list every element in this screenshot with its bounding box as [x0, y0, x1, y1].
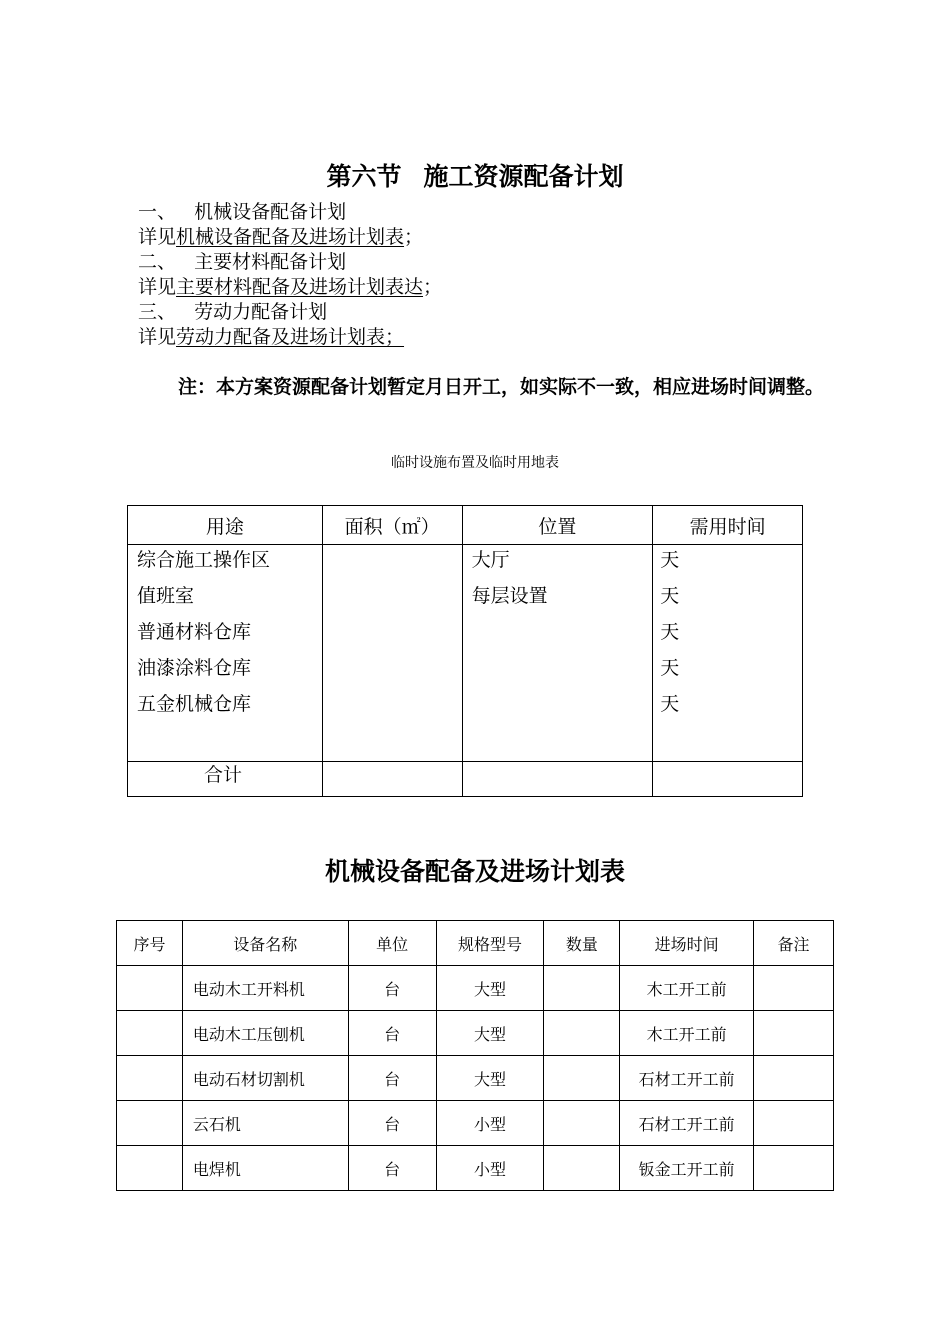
row-entry-time: 石材工开工前	[620, 1056, 754, 1101]
header-location: 位置	[462, 506, 653, 545]
row-qty	[544, 1011, 620, 1056]
row-qty	[544, 1146, 620, 1191]
equipment-plan-table	[116, 920, 834, 1191]
item-3-heading	[138, 300, 327, 325]
item-2-suffix: ；	[423, 276, 443, 298]
row-spec: 大型	[436, 966, 544, 1011]
header-area: 面积（㎡）	[322, 506, 462, 545]
row-spec: 小型	[436, 1146, 544, 1191]
item-1-link[interactable]: 机械设备配备及进场计划表	[176, 226, 405, 248]
header-time-needed: 需用时间	[653, 506, 803, 545]
note-paragraph: 注：本方案资源配备计划暂定月日开工，如实际不一致，相应进场时间调整。	[178, 376, 825, 398]
item-1-title: 机械设备配备计划	[194, 201, 347, 223]
item-3-title: 劳动力配备计划	[194, 301, 328, 323]
table-row	[117, 1056, 834, 1101]
row-remark	[754, 966, 834, 1011]
time-item: 天	[660, 549, 680, 571]
header-no: 序号	[117, 921, 183, 966]
header-qty: 数量	[544, 921, 620, 966]
row-entry-time: 石材工开工前	[620, 1101, 754, 1146]
item-1-detail	[138, 225, 423, 250]
location-item: 每层设置	[471, 585, 548, 607]
table1-total-row	[128, 762, 803, 797]
row-entry-time: 木工开工前	[620, 966, 754, 1011]
item-2-link[interactable]: 主要材料配备及进场计划表达	[176, 276, 424, 298]
row-unit: 台	[348, 1056, 436, 1101]
row-unit: 台	[348, 1101, 436, 1146]
row-name: 电动石材切割机	[182, 1056, 348, 1101]
item-2-heading	[138, 250, 346, 275]
time-item: 天	[660, 585, 680, 607]
row-spec: 大型	[436, 1056, 544, 1101]
row-unit: 台	[348, 1146, 436, 1191]
row-no	[117, 1056, 183, 1101]
total-time	[653, 762, 803, 797]
row-no	[117, 1101, 183, 1146]
temporary-facilities-table	[127, 505, 803, 797]
table1-body-row	[128, 545, 803, 762]
table-row	[117, 966, 834, 1011]
table-row	[117, 1146, 834, 1191]
table1-caption: 临时设施布置及临时用地表	[391, 455, 559, 471]
header-spec: 规格型号	[436, 921, 544, 966]
item-2-title: 主要材料配备计划	[194, 251, 347, 273]
row-name: 电焊机	[182, 1146, 348, 1191]
purpose-item: 油漆涂料仓库	[137, 657, 252, 679]
section-name: 施工资源配备计划	[423, 162, 624, 191]
row-remark	[754, 1011, 834, 1056]
header-entry-time: 进场时间	[620, 921, 754, 966]
item-3-number: 三、	[138, 301, 177, 323]
row-no	[117, 1146, 183, 1191]
item-1-prefix: 详见	[138, 226, 177, 248]
purpose-item: 普通材料仓库	[137, 621, 252, 643]
item-3-prefix: 详见	[138, 326, 177, 348]
row-spec: 小型	[436, 1101, 544, 1146]
total-area	[322, 762, 462, 797]
item-3-detail	[138, 325, 404, 350]
item-1-number: 一、	[138, 201, 177, 223]
header-name: 设备名称	[182, 921, 348, 966]
item-1-suffix: ；	[404, 226, 424, 248]
row-name: 电动木工开料机	[182, 966, 348, 1011]
section-number: 第六节	[326, 162, 402, 191]
row-no	[117, 966, 183, 1011]
row-unit: 台	[348, 1011, 436, 1056]
total-label: 合计	[128, 762, 323, 797]
row-remark	[754, 1056, 834, 1101]
row-name: 电动木工压刨机	[182, 1011, 348, 1056]
table-row	[117, 1011, 834, 1056]
header-purpose: 用途	[128, 506, 323, 545]
time-item: 天	[660, 693, 680, 715]
table-row	[117, 1101, 834, 1146]
header-remark: 备注	[754, 921, 834, 966]
row-qty	[544, 1101, 620, 1146]
time-item: 天	[660, 621, 680, 643]
total-location	[462, 762, 653, 797]
table1-header-row	[128, 506, 803, 545]
row-spec: 大型	[436, 1011, 544, 1056]
row-remark	[754, 1101, 834, 1146]
table2-header-row	[117, 921, 834, 966]
section-title	[0, 157, 950, 193]
time-item: 天	[660, 657, 680, 679]
location-item: 大厅	[471, 549, 510, 571]
table2-title: 机械设备配备及进场计划表	[324, 857, 625, 886]
item-1-heading	[138, 200, 346, 225]
row-no	[117, 1011, 183, 1056]
purpose-item: 综合施工操作区	[137, 549, 271, 571]
row-qty	[544, 966, 620, 1011]
item-2-number: 二、	[138, 251, 177, 273]
item-2-detail	[138, 275, 442, 300]
row-entry-time: 钣金工开工前	[620, 1146, 754, 1191]
row-entry-time: 木工开工前	[620, 1011, 754, 1056]
row-name: 云石机	[182, 1101, 348, 1146]
item-3-link[interactable]: 劳动力配备及进场计划表；	[176, 326, 405, 348]
location-cell	[462, 545, 653, 762]
area-cell	[322, 545, 462, 762]
row-unit: 台	[348, 966, 436, 1011]
item-2-prefix: 详见	[138, 276, 177, 298]
row-qty	[544, 1056, 620, 1101]
purpose-item: 值班室	[137, 585, 195, 607]
purpose-cell	[128, 545, 323, 762]
row-remark	[754, 1146, 834, 1191]
time-cell	[653, 545, 803, 762]
purpose-item: 五金机械仓库	[137, 693, 252, 715]
header-unit: 单位	[348, 921, 436, 966]
